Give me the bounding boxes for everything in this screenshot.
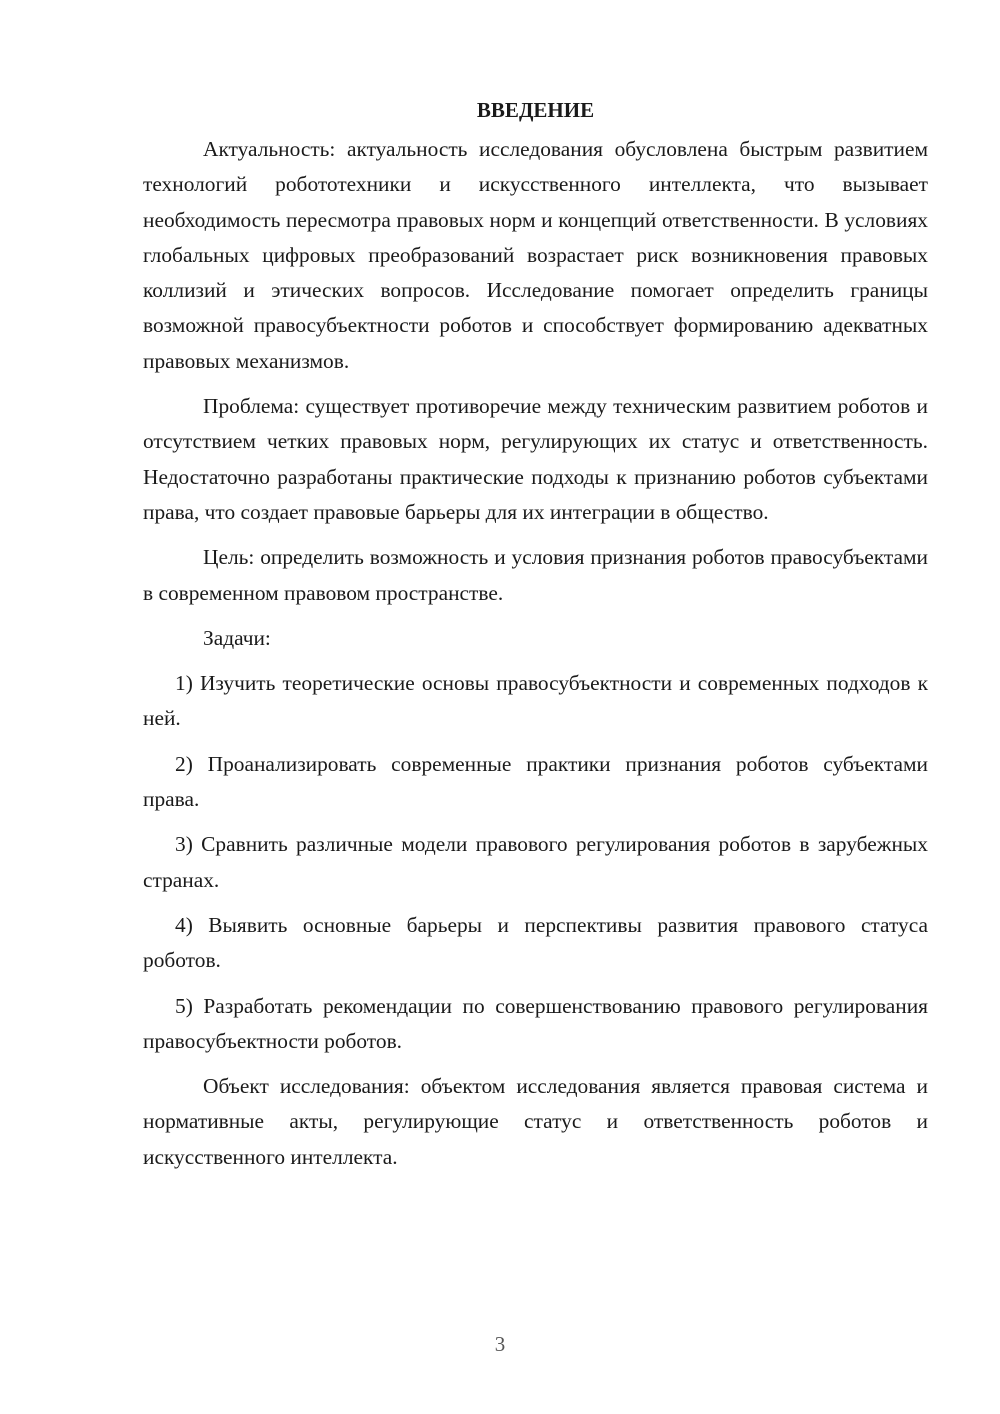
problem-paragraph: Проблема: существует противоречие между техническим развитием роботов и отсутствием четких правовых норм, регулирующих их статус и ответственность. Недостаточно разработаны практические подходы к признанию роботов субъектами права, что создает правовые барьеры для их интеграции в общество. bbox=[143, 394, 928, 524]
task-item: 2) Проанализировать современные практики признания роботов субъектами права. bbox=[143, 751, 928, 812]
tasks-label: Задачи: bbox=[203, 625, 271, 650]
task-item: 1) Изучить теоретические основы правосубъектности и современных подходов к ней. bbox=[143, 671, 928, 731]
task-item: 4) Выявить основные барьеры и перспективы развития правового статуса роботов. bbox=[143, 912, 928, 973]
document-page bbox=[143, 92, 928, 1175]
goal-paragraph: Цель: определить возможность и условия признания роботов правосубъектами в современном правовом пространстве. bbox=[143, 545, 928, 605]
tasks-list bbox=[143, 666, 928, 1059]
task-item: 5) Разработать рекомендации по совершенствованию правового регулирования правосубъектности роботов. bbox=[143, 993, 928, 1053]
page-number: 3 bbox=[494, 1332, 506, 1356]
page-title: ВВЕДЕНИЕ bbox=[476, 98, 595, 122]
object-paragraph: Объект исследования: объектом исследования является правовая система и нормативные акты, регулирующие статус и ответственность роботов и искусственного интеллекта. bbox=[143, 1074, 928, 1169]
relevance-paragraph: Актуальность: актуальность исследования обусловлена быстрым развитием технологий робототехники и искусственного интеллекта, что вызывает необходимость пересмотра правовых норм и концепций ответственности. В условиях глобальных цифровых преобразований возрастает риск возникновения правовых коллизий и этических вопросов. Исследование помогает определить границы возможной правосубъектности роботов и способствует формированию адекватных правовых механизмов. bbox=[143, 137, 928, 373]
task-item: 3) Сравнить различные модели правового регулирования роботов в зарубежных странах. bbox=[143, 832, 928, 892]
